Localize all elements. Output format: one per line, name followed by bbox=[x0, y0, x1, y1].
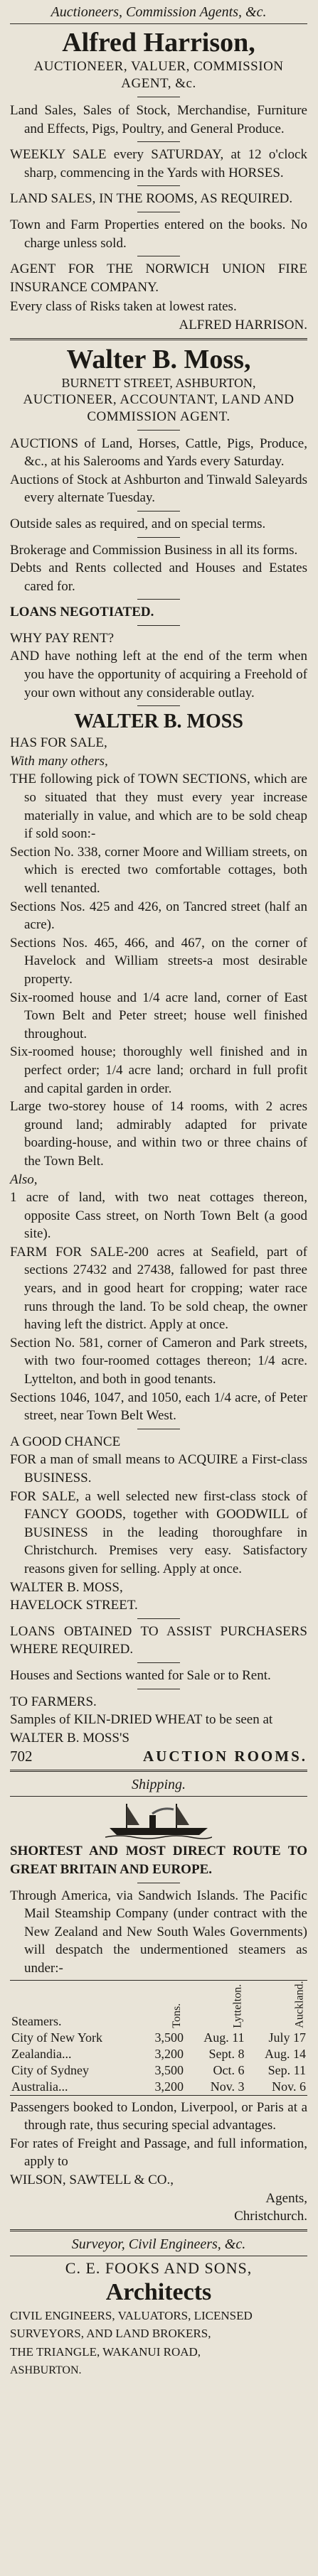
divider bbox=[137, 141, 180, 142]
moss-street: BURNETT STREET, ASHBURTON, bbox=[61, 375, 256, 390]
moss-why: WHY PAY RENT? bbox=[10, 630, 115, 646]
column-header: Lyttelton. bbox=[231, 1984, 244, 2029]
table-cell: 3,500 bbox=[154, 2062, 184, 2077]
architects-heading: Surveyor, Civil Engineers, &c. bbox=[71, 2236, 246, 2252]
divider bbox=[10, 1770, 307, 1772]
shipping-heading: Shipping. bbox=[131, 1777, 186, 1793]
moss-outside: Outside sales as required, and on special terms. bbox=[10, 516, 266, 531]
harrison-land: Land Sales, Sales of Stock, Merchandise, Furniture and Effects, Pigs, Poultry, and General Produce. bbox=[10, 103, 307, 136]
list-item: Six-roomed house; thoroughly well finished and in perfect order; 1/4 acre land; orchard in full profit and capital garden in order. bbox=[10, 1044, 307, 1096]
moss-loans2: LOANS OBTAINED TO ASSIST PURCHASERS WHERE REQUIRED. bbox=[10, 1623, 307, 1657]
shipping-text: Through America, via Sandwich Islands. The Pacific Mail Steamship Company (under contract with the New Zealand and New South Wales Governments) will despatch the undermentioned steamers as under:- bbox=[10, 1888, 307, 1976]
harrison-rooms: LAND SALES, IN THE ROOMS, AS REQUIRED. bbox=[10, 191, 293, 207]
moss-farmers: TO FARMERS. bbox=[10, 1694, 97, 1709]
harrison-sign: ALFRED HARRISON. bbox=[179, 317, 307, 332]
shipping-agents-name: WILSON, SAWTELL & CO., bbox=[10, 2172, 174, 2188]
shipping-passengers: Passengers booked to London, Liverpool, or Paris at a through rate, thus securing special advantages. bbox=[10, 2099, 307, 2133]
moss-auctions: AUCTIONS of Land, Horses, Cattle, Pigs, Produce, &c., at his Salerooms and Yards every Saturday. bbox=[10, 435, 307, 470]
shipping-route: SHORTEST AND MOST DIRECT ROUTE TO GREAT BRITAIN AND EUROPE. bbox=[10, 1844, 307, 1877]
steamship-icon bbox=[105, 1800, 212, 1839]
harrison-agent: AGENT FOR THE NORWICH UNION FIRE INSURANCE COMPANY. bbox=[10, 261, 307, 295]
section-header: Auctioneers, Commission Agents, &c. bbox=[51, 4, 267, 20]
shipping-place: Christchurch. bbox=[234, 2209, 307, 2224]
moss-why-text: AND have nothing left at the end of the term when you have the opportunity of acquiring a Freehold of your own without any considerable outlay. bbox=[10, 649, 307, 700]
divider bbox=[10, 23, 307, 24]
moss-with-others: With many others, bbox=[10, 753, 108, 769]
moss-for-sale-name: WALTER B. MOSS bbox=[74, 710, 243, 733]
column-header: Tons. bbox=[171, 2003, 184, 2029]
table-cell: Sept. 8 bbox=[208, 2046, 245, 2061]
architects-title: Architects bbox=[105, 2278, 212, 2305]
harrison-risks: Every class of Risks taken at lowest rates. bbox=[10, 299, 237, 315]
moss-samples: Samples of KILN-DRIED WHEAT to be seen at bbox=[10, 1712, 273, 1728]
table-cell: Nov. 6 bbox=[272, 2079, 306, 2094]
table-row bbox=[10, 2079, 307, 2096]
divider bbox=[137, 625, 180, 626]
moss-auctions-stock: Auctions of Stock at Ashburton and Tinwald Saleyards every alternate Tuesday. bbox=[10, 472, 307, 506]
moss-sec581: Section No. 581, corner of Cameron and Park streets, with two four-roomed cottages thereon; 1/4 acre. Lyttelton, and both in good tenants. bbox=[10, 1335, 307, 1387]
sailing-table bbox=[10, 1980, 307, 2095]
moss-sign2: HAVELOCK STREET. bbox=[10, 1598, 138, 1613]
divider bbox=[137, 430, 180, 431]
divider bbox=[137, 1618, 180, 1619]
list-item: Sections Nos. 465, 466, and 467, on the corner of Havelock and William streets-a most desirable property. bbox=[10, 935, 307, 987]
divider bbox=[10, 2229, 307, 2231]
architects-advert bbox=[10, 2235, 307, 2379]
harrison-weekly: WEEKLY SALE every SATURDAY, at 12 o'clock sharp, commencing in the Yards with HORSES. bbox=[10, 147, 307, 180]
divider bbox=[137, 599, 180, 600]
moss-sign1: WALTER B. MOSS, bbox=[10, 1579, 123, 1595]
moss-farm: FARM FOR SALE-200 acres at Seafield, part of sections 27432 and 27438, fallowed for past three years, and in good heart for cropping; water race runs through the land. To be sold cheap, the owner having left the district. Apply at once. bbox=[10, 1244, 307, 1333]
moss-name: Walter B. Moss, bbox=[66, 344, 251, 374]
harrison-title: AUCTIONEER, VALUER, COMMISSION AGENT, &c. bbox=[33, 59, 284, 91]
table-cell: 3,200 bbox=[154, 2079, 184, 2094]
moss-for-sale: HAS FOR SALE, bbox=[10, 735, 107, 751]
table-cell: 3,200 bbox=[154, 2046, 184, 2061]
table-row bbox=[10, 2062, 307, 2079]
moss-houses: Houses and Sections wanted for Sale or to Rent. bbox=[10, 1667, 271, 1683]
architects-line1: CIVIL ENGINEERS, VALUATORS, LICENSED bbox=[10, 2308, 253, 2322]
table-cell: Aug. 11 bbox=[203, 2030, 245, 2045]
harrison-name: Alfred Harrison, bbox=[62, 28, 255, 58]
page-column bbox=[10, 0, 307, 2379]
moss-rooms-name: WALTER B. MOSS'S bbox=[10, 1730, 129, 1746]
architects-line4: ASHBURTON. bbox=[10, 2364, 82, 2376]
moss-debts: Debts and Rents collected and Houses and Estates cared for. bbox=[10, 561, 307, 594]
list-item: Section No. 338, corner Moore and William streets, on which is erected two comfortable cottages, both well tenanted. bbox=[10, 844, 307, 896]
moss-rooms-no: 702 bbox=[10, 1748, 33, 1765]
table-cell: Nov. 3 bbox=[210, 2079, 245, 2094]
divider bbox=[10, 338, 307, 340]
column-header: Steamers. bbox=[11, 2013, 62, 2028]
harrison-advert bbox=[10, 27, 307, 335]
list-item: Six-roomed house and 1/4 acre land, corner of East Town Belt and Peter street; house well finished throughout. bbox=[10, 990, 307, 1041]
column-header: Auckland. bbox=[293, 1981, 305, 2029]
table-cell: 3,500 bbox=[154, 2030, 184, 2045]
list-item: Large two-storey house of 14 rooms, with 2 acres ground land; admirably adapted for private boarding-house, and within two or three chains of the Town Belt. bbox=[10, 1099, 307, 1169]
moss-loans: LOANS NEGOTIATED. bbox=[10, 605, 154, 620]
table-cell: Zealandia... bbox=[11, 2046, 72, 2061]
divider bbox=[10, 1796, 307, 1797]
divider bbox=[137, 185, 180, 186]
divider bbox=[137, 537, 180, 538]
moss-also: Also, bbox=[10, 1171, 38, 1187]
architects-line3: THE TRIANGLE, WAKANUI ROAD, bbox=[10, 2345, 201, 2359]
moss-sec1046: Sections 1046, 1047, and 1050, each 1/4 acre, of Peter street, near Town Belt West. bbox=[10, 1390, 307, 1424]
table-row bbox=[10, 2046, 307, 2062]
table-cell: July 17 bbox=[268, 2030, 306, 2045]
harrison-town: Town and Farm Properties entered on the books. No charge unless sold. bbox=[10, 217, 307, 251]
moss-chance: A GOOD CHANCE bbox=[10, 1434, 121, 1449]
divider bbox=[137, 705, 180, 706]
table-cell: Sep. 11 bbox=[267, 2062, 306, 2077]
divider bbox=[137, 1662, 180, 1663]
moss-sections-list bbox=[10, 843, 307, 1171]
shipping-agents: Agents, bbox=[265, 2190, 307, 2206]
table-cell: Australia... bbox=[11, 2079, 68, 2094]
table-header-row bbox=[10, 1981, 307, 2030]
architects-firm: C. E. FOOKS AND SONS, bbox=[65, 2258, 253, 2277]
architects-line2: SURVEYORS, AND LAND BROKERS, bbox=[10, 2327, 211, 2341]
table-cell: Oct. 6 bbox=[213, 2062, 245, 2077]
moss-rooms: AUCTION ROOMS. bbox=[142, 1748, 307, 1765]
moss-sale-text: FOR SALE, a well selected new first-class stock of FANCY GOODS, together with GOODWILL of BUSINESS in the leading thoroughfare in Christchurch. Premises very easy. Satisfactory reasons given for selling. Apply at once. bbox=[10, 1488, 307, 1576]
moss-acre: 1 acre of land, with two neat cottages thereon, opposite Cass street, on North Town Belt (a good site). bbox=[10, 1190, 307, 1242]
table-cell: Aug. 14 bbox=[265, 2046, 306, 2061]
table-cell: City of Sydney bbox=[11, 2062, 90, 2077]
shipping-rates: For rates of Freight and Passage, and full information, apply to bbox=[10, 2136, 307, 2170]
table-row bbox=[10, 2030, 307, 2046]
shipping-advert bbox=[10, 1775, 307, 2226]
moss-broker: Brokerage and Commission Business in all its forms. bbox=[10, 542, 298, 558]
moss-chance-text: FOR a man of small means to ACQUIRE a First-class BUSINESS. bbox=[10, 1452, 307, 1485]
list-item: Sections Nos. 425 and 426, on Tancred street (half an acre). bbox=[10, 899, 307, 933]
divider bbox=[137, 511, 180, 512]
table-cell: City of New York bbox=[11, 2030, 103, 2045]
moss-title: AUCTIONEER, ACCOUNTANT, LAND AND COMMISSION AGENT. bbox=[23, 391, 295, 424]
moss-rooms-line bbox=[10, 1747, 307, 1766]
moss-intro: THE following pick of TOWN SECTIONS, which are so situated that they must every year increase materially in value, and which are to be sold cheap if sold soon:- bbox=[10, 772, 307, 842]
moss-advert bbox=[10, 344, 307, 1767]
